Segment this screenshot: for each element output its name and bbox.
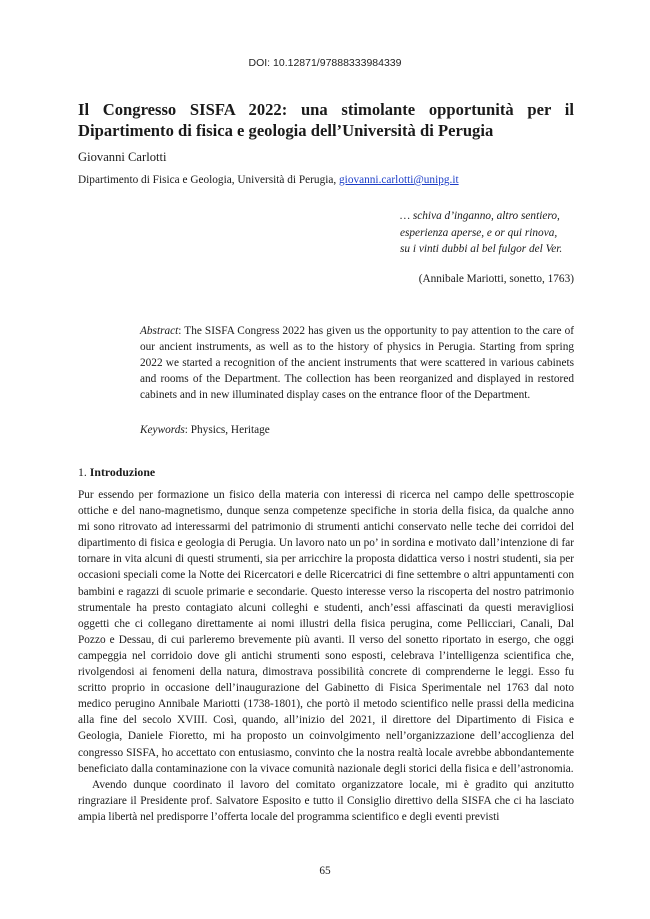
doi-line: DOI: 10.12871/97888333984339: [248, 57, 402, 69]
epigraph: [400, 208, 576, 258]
abstract: [140, 324, 574, 404]
author-affiliation: [78, 174, 459, 186]
paper-title: Il Congresso SISFA 2022: una stimolante opportunità per il Dipartimento di fisica e geologia dell’Università di Perugia: [78, 100, 574, 140]
abstract-label: Abstract: [140, 325, 179, 337]
keywords-text: : Physics, Heritage: [184, 424, 270, 436]
epigraph-source: (Annibale Mariotti, sonetto, 1763): [418, 273, 574, 285]
affiliation-text: Dipartimento di Fisica e Geologia, Università di Perugia,: [78, 174, 340, 186]
section-title: Introduzione: [89, 465, 156, 479]
keywords: [140, 424, 270, 436]
keywords-label: Keywords: [140, 424, 185, 436]
abstract-text: : The SISFA Congress 2022 has given us the opportunity to pay attention to the care of our ancient instruments, as well as to the history of physics in Perugia. Starting from spring 2022 we started a recognition of the ancient instruments that were scattered in various cabinets and rooms of the Department. The collection has been reorganized and displayed in restored cabinets and in new illuminated display cases on the entrance floor of the Department.: [140, 325, 574, 401]
paragraph: Pur essendo per formazione un fisico della materia con interessi di ricerca nel campo delle spettroscopie ottiche e del nano-magnetismo, dunque senza competenze specifiche in storia della fisica, da qualche anno mi sono ritrovato ad interessarmi del patrimonio di strumenti antichi conservato nelle teche dei corridoi del dipartimento di fisica e geologia di Perugia. Un lavoro nato un po’ in sordina e motivato dall’intenzione di far tornare in vita alcuni di questi strumenti, sia per arricchire la proposta didattica verso i nostri studenti, sia per occasioni speciali come la Notte dei Ricercatori e delle Ricercatrici di fine settembre o altri appuntamenti con bambini e ragazzi di scuole primarie e secondarie. Questo interesse verso la riscoperta del nostro patrimonio strumentale ha presto contagiato alcuni colleghi e studenti, anch’essi affascinati da questi meravigliosi oggetti che ci collegano direttamente ai nomi illustri della fisica perugina, come Pellicciari, Canali, Dal Pozzo e Dessau, di cui parleremo brevemente più avanti. Il verso del sonetto riportato in esergo, che oggi campeggia nel corridoio dove gli antichi strumenti sono esposti, celebrava l’intelligenza scientifica che, rivolgendosi ai fenomeni della natura, dimostrava possibilità concrete di comprenderne le leggi. Esso fu scritto proprio in occasione dell’inaugurazione del Gabinetto di Fisica Sperimentale nel 1763 dal noto medico perugino Annibale Mariotti (1738-1801), che portò il metodo scientifico nelle prassi della medicina alla fine del secolo XVIII. Così, quando, all’inizio del 2021, il direttore del Dipartimento di Fisica e Geologia, Daniele Fioretto, mi ha proposto un coinvolgimento nell’organizzazione dell’accoglienza del congresso SISFA, ho accettato con entusiasmo, convinto che la nostra realtà locale avrebbe abbondantemente beneficiato dalla contaminazione con la vivace comunità nazionale degli storici della fisica e dell’astronomia.: [78, 489, 574, 775]
epigraph-line: … schiva d’inganno, altro sentiero,: [400, 210, 560, 222]
epigraph-line: su i vinti dubbi al bel fulgor del Ver.: [400, 243, 563, 255]
paragraph: Avendo dunque coordinato il lavoro del comitato organizzatore locale, mi è gradito qui anzitutto ringraziare il Presidente prof. Salvatore Esposito e tutto il Consiglio direttivo della SISFA che ci ha lasciato ampia libertà nel predisporre l’offerta locale del programma scientifico e degli eventi previsti: [78, 778, 574, 823]
section-heading: [78, 465, 155, 480]
body-text: [78, 487, 574, 825]
epigraph-line: esperienza aperse, e or qui rinova,: [400, 226, 558, 239]
section-number: 1.: [78, 465, 90, 479]
author-name: Giovanni Carlotti: [78, 150, 167, 164]
author-email-link[interactable]: giovanni.carlotti@unipg.it: [339, 174, 459, 186]
page-number: 65: [319, 865, 331, 877]
